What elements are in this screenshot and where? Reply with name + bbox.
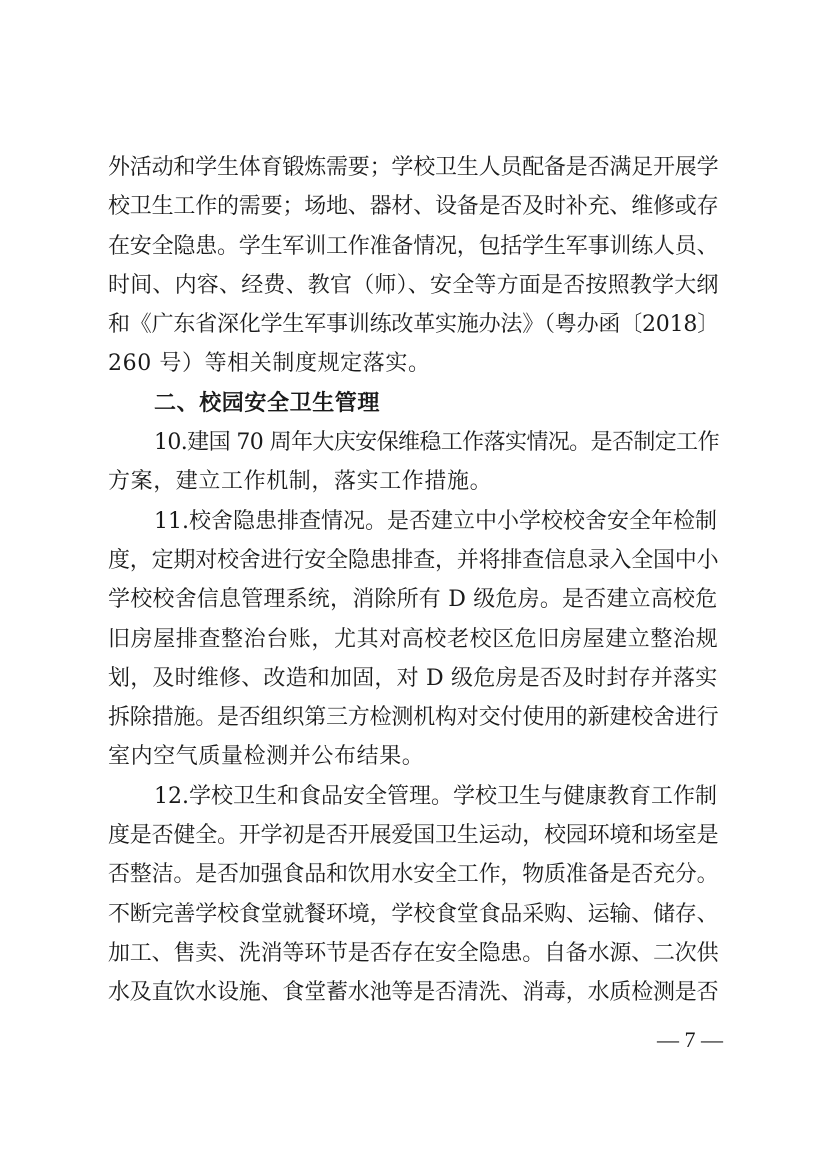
text-line: 水及直饮水设施、食堂蓄水池等是否清洗、消毒，水质检测是否 (108, 980, 719, 1006)
text-line: 学校校舍信息管理系统，消除所有 D 级危房。是否建立高校危 (108, 587, 718, 613)
text-line: 260 号）等相关制度规定落实。 (108, 351, 431, 377)
text-line: 拆除措施。是否组织第三方检测机构对交付使用的新建校舍进行 (108, 705, 719, 731)
text-line: 度，定期对校舍进行安全隐患排查，并将排查信息录入全国中小 (108, 547, 719, 573)
item-10-first-line: 10.建国 70 周年大庆安保维稳工作落实情况。是否制定工作 (154, 430, 719, 456)
page-number: — 7 — (657, 1027, 723, 1052)
text-line: 加工、售卖、洗消等环节是否存在安全隐患。自备水源、二次供 (108, 940, 719, 966)
text-line: 和《广东省深化学生军事训练改革实施办法》（粤办函〔2018〕 (108, 312, 719, 338)
section-heading: 二、校园安全卫生管理 (154, 390, 381, 416)
text-line: 校卫生工作的需要；场地、器材、设备是否及时补充、维修或存 (108, 194, 719, 220)
item-12-first-line: 12.学校卫生和食品安全管理。学校卫生与健康教育工作制 (154, 783, 717, 809)
text-line: 划，及时维修、改造和加固，对 D 级危房是否及时封存并落实 (108, 665, 718, 691)
item-11-first-line: 11.校舍隐患排查情况。是否建立中小学校校舍安全年检制 (154, 508, 717, 534)
text-line: 在安全隐患。学生军训工作准备情况，包括学生军事训练人员、 (108, 233, 719, 259)
text-line: 旧房屋排查整治台账，尤其对高校老校区危旧房屋建立整治规 (108, 626, 719, 652)
text-line: 度是否健全。开学初是否开展爱国卫生运动，校园环境和场室是 (108, 823, 719, 849)
text-line: 外活动和学生体育锻炼需要；学校卫生人员配备是否满足开展学 (108, 155, 719, 180)
body-text (108, 148, 720, 1013)
text-line: 否整洁。是否加强食品和饮用水安全工作，物质准备是否充分。 (108, 862, 719, 888)
text-line: 室内空气质量检测并公布结果。 (108, 744, 425, 770)
text-line: 方案，建立工作机制，落实工作措施。 (108, 469, 493, 495)
text-line: 时间、内容、经费、教官（师）、安全等方面是否按照教学大纲 (108, 272, 719, 298)
text-line: 不断完善学校食堂就餐环境，学校食堂食品采购、运输、储存、 (108, 901, 719, 927)
